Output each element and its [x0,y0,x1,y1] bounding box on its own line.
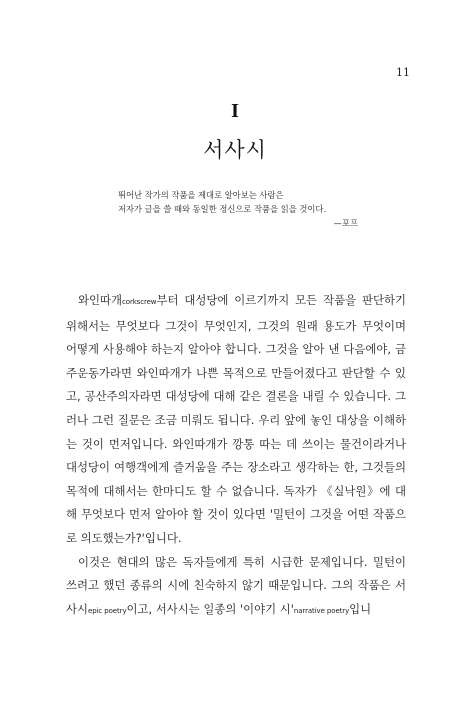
epigraph-line-2: 저자가 글을 쓸 때와 동일한 정신으로 작품을 읽을 것이다. [118,204,327,214]
paragraph-2-start: 이것은 현대의 많은 독자들에게 특히 시급한 문제입니다. 밀턴이 쓰려고 했던 종류의 시에 친숙하지 않기 때문입니다. 그의 작품은 서사시 [66,554,406,616]
chapter-title: 서사시 [203,138,267,162]
epigraph-attribution: —포프 [333,218,358,228]
epigraph [118,188,358,230]
english-gloss-narrative-poetry: narrative poetry [293,606,350,615]
page-number: 11 [396,66,410,79]
body-text [66,289,406,623]
paragraph-2-end: 입니 [349,601,372,616]
paragraph-2-middle: 이고, 서사시는 일종의 '이야기 시' [126,601,294,616]
chapter-number: I [231,100,239,122]
paragraph-2 [66,551,406,624]
paragraph-1-rest: 부터 대성당에 이르기까지 모든 작품을 판단하기 위해서는 무엇보다 그것이 무엇인지, 그것의 원래 용도가 무엇이며 어떻게 사용해야 하는지 알아야 합니다. 그것을 알아 낸 다음에야, 금주운동가라면 와인따개가 나쁜 목적으로 만들어졌다고 판단할 수 있고, 공산주의자라면 대성당에 대해 같은 결론을 내릴 수 있습니다. 그러나 그런 질문은 조금 미뤄도 됩니다. 우리 앞에 놓인 대상을 이해하는 것이 먼저입니다. 와인따개가 깡통 따는 데 쓰이는 물건이라거나 대성당이 여행객에게 즐거움을 주는 장소라고 생각하는 한, 그것들의 목적에 대해서는 한마디도 할 수 없습니다. 독자가 《실낙원》에 대해 무엇보다 먼저 알아야 할 것이 있다면 '밀턴이 그것을 어떤 작품으로 의도했는가?'입니다. [66,293,406,545]
epigraph-line-1: 뛰어난 작가의 작품을 제대로 알아보는 사람은 [118,190,284,200]
paragraph-1-start: 와인따개 [78,293,123,307]
paragraph-1 [66,289,406,551]
english-gloss-corkscrew: corkscrew [122,298,157,306]
english-gloss-epic-poetry: epic poetry [88,606,127,615]
